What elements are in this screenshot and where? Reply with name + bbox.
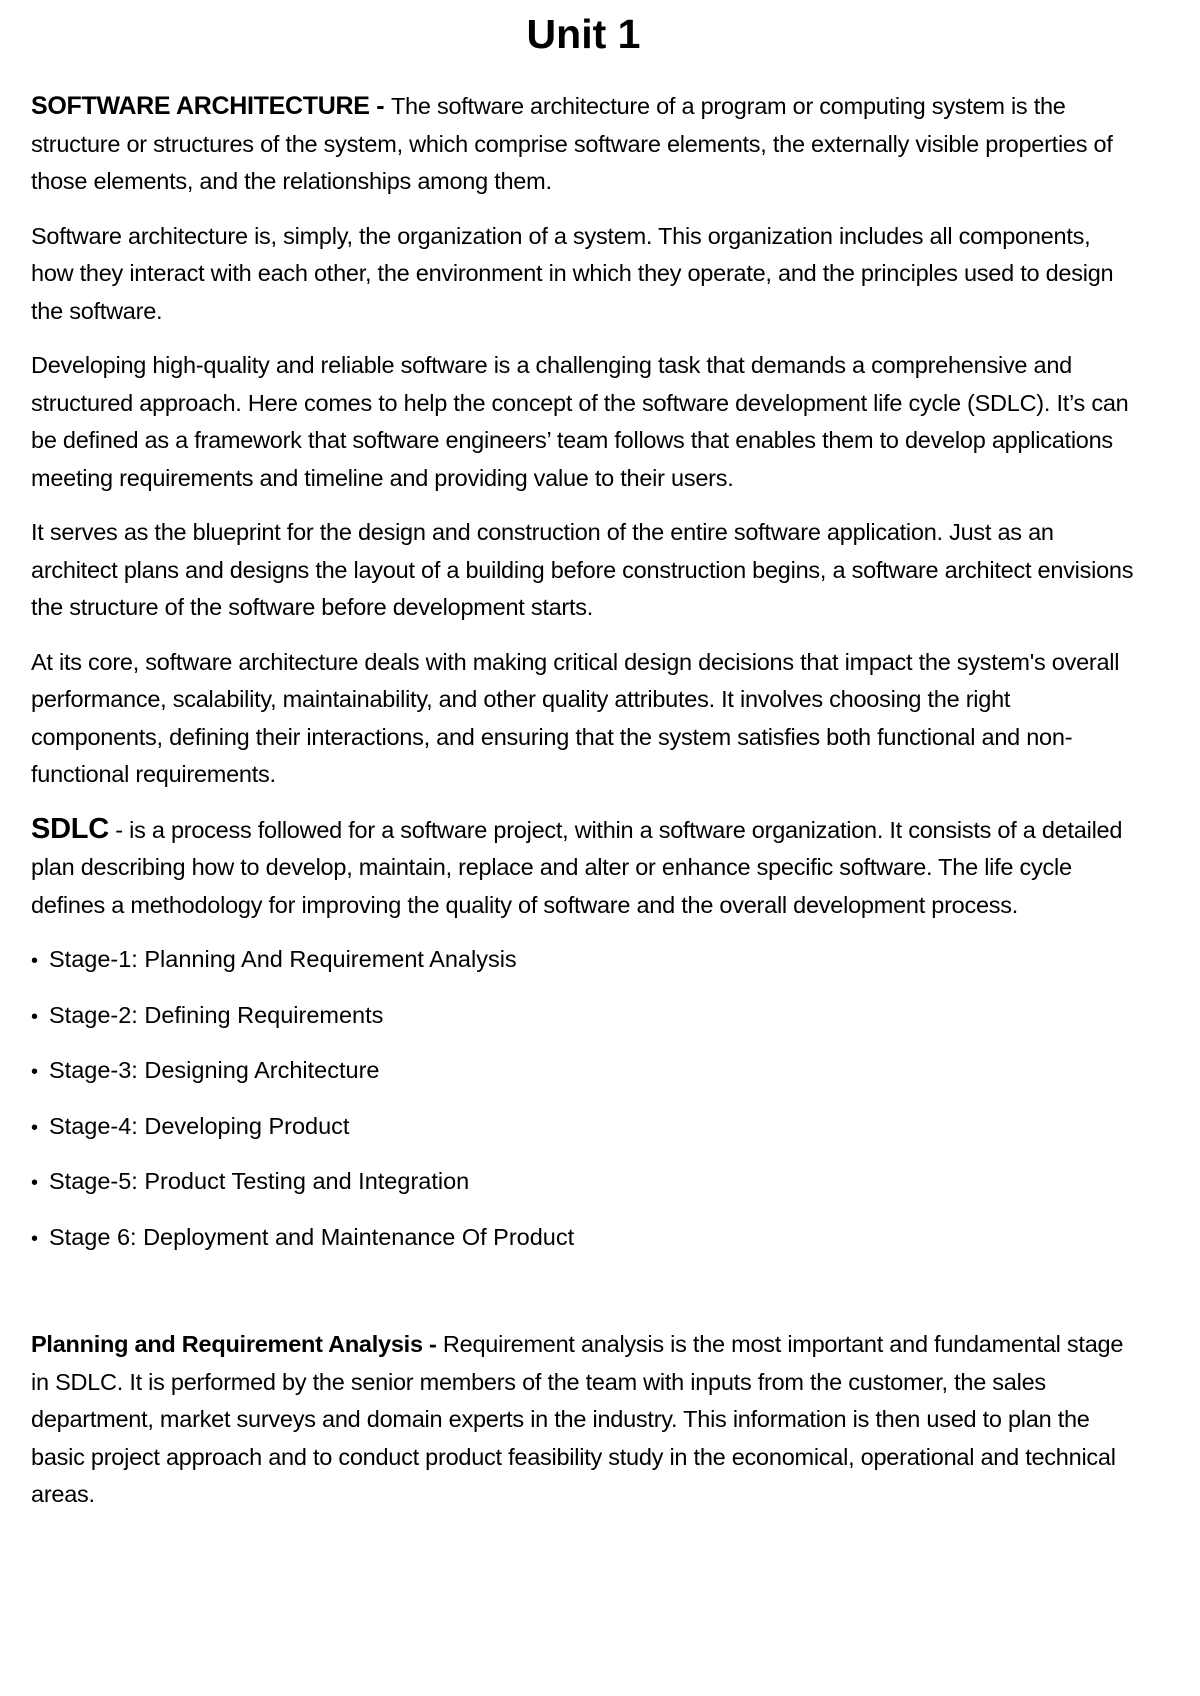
stage-label: Stage-3: Designing Architecture <box>49 1057 380 1083</box>
list-item <box>31 1108 1136 1148</box>
stage-label: Stage-5: Product Testing and Integration <box>49 1168 470 1194</box>
core-paragraph: At its core, software architecture deals with making critical design decisions that impact the system's overall performance, scalability, maintainability, and other quality attributes. It involves choosing the right components, defining their interactions, and ensuring that the system satisfies both functional and non-functional requirements. <box>31 648 1120 787</box>
heading-separator: - <box>108 816 130 843</box>
list-item <box>31 1052 1136 1092</box>
heading-separator: - <box>369 92 391 120</box>
bullet-icon: • <box>31 1116 39 1139</box>
stage-label: Stage-2: Defining Requirements <box>49 1001 384 1028</box>
bullet-icon: • <box>31 950 39 972</box>
bullet-icon: • <box>31 1172 39 1194</box>
stage-list <box>31 941 1136 1258</box>
software-architecture-text: The software architecture of a program or computing system is the structure or structures of the system, which comprise software elements, the externally visible properties of those elements, and the relationships among them. <box>31 93 1113 194</box>
planning-text: Requirement analysis is the most important and fundamental stage in SDLC. It is performed by the senior members of the team with inputs from the customer, the sales department, market surveys and domain experts in the industry. This information is then used to plan the basic project approach and to conduct product feasibility study in the economical, operational and technical areas. <box>31 1331 1124 1507</box>
sdlc-intro-paragraph: Developing high-quality and reliable software is a challenging task that demands a comprehensive and structured approach. Here comes to help the concept of the software development life cycle (SDLC). It’s can be defined as a framework that software engineers’ team follows that enables them to develop applications meeting requirements and timeline and providing value to their users. <box>31 352 1129 491</box>
sdlc-text: is a process followed for a software project, within a software organization. It consists of a detailed plan describing how to develop, maintain, replace and alter or enhance specific software. The life cycle defines a methodology for improving the quality of software and the overall development process. <box>31 816 1123 918</box>
page-title: Unit 1 <box>526 11 641 57</box>
blueprint-paragraph: It serves as the blueprint for the design and construction of the entire software application. Just as an architect plans and designs the layout of a building before construction begins, a software architect envisions the structure of the software before development starts. <box>31 519 1134 620</box>
sdlc-heading: SDLC <box>31 812 109 845</box>
list-item <box>31 941 1136 981</box>
heading-separator: - <box>422 1331 443 1357</box>
list-item <box>31 1163 1136 1203</box>
organization-paragraph: Software architecture is, simply, the organization of a system. This organization includes all components, how they interact with each other, the environment in which they operate, and the principles used to design the software. <box>31 222 1114 324</box>
software-architecture-paragraph <box>31 88 1136 201</box>
sdlc-paragraph <box>31 811 1136 925</box>
planning-paragraph <box>31 1326 1136 1514</box>
list-item <box>31 1219 1136 1259</box>
bullet-icon: • <box>31 1227 39 1250</box>
stage-label: Stage-1: Planning And Requirement Analysis <box>49 946 517 972</box>
bullet-icon: • <box>31 1061 39 1083</box>
stage-label: Stage-4: Developing Product <box>49 1112 350 1139</box>
blank-line <box>31 1274 1136 1326</box>
list-item <box>31 997 1136 1037</box>
software-architecture-heading: SOFTWARE ARCHITECTURE <box>31 92 370 120</box>
stage-label: Stage 6: Deployment and Maintenance Of Product <box>49 1223 575 1250</box>
bullet-icon: • <box>31 1005 39 1028</box>
planning-heading: Planning and Requirement Analysis <box>31 1331 423 1357</box>
